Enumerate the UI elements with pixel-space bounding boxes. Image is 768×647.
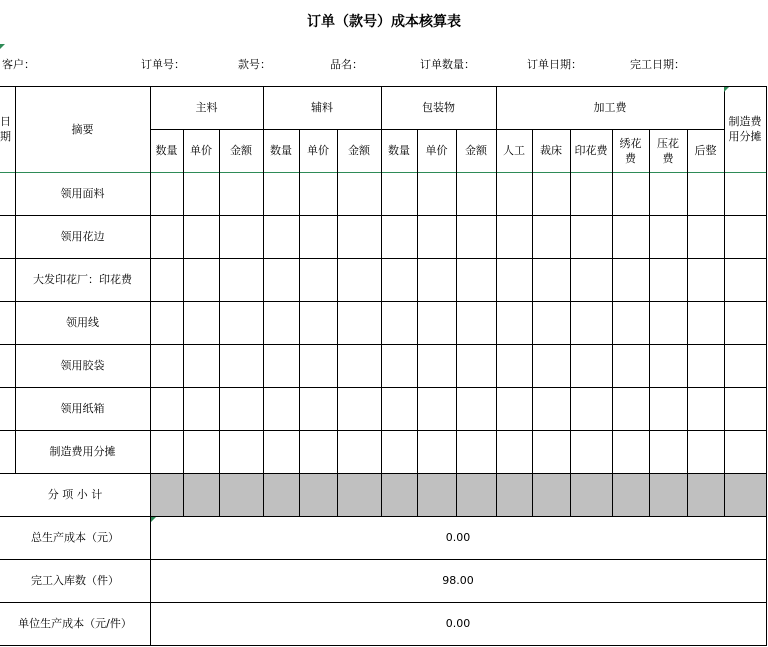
table-cell[interactable] [532,172,570,215]
table-cell[interactable] [687,344,724,387]
table-cell[interactable] [570,387,612,430]
table-cell[interactable] [263,172,299,215]
row-label: 领用面料 [60,187,105,200]
grid-line [417,129,418,517]
grid-line [0,215,767,216]
grid-line [612,129,613,517]
total-label: 总生产成本（元） [31,531,119,544]
table-cell[interactable] [496,258,532,301]
table-cell[interactable] [456,387,496,430]
comment-marker [0,44,5,49]
grid-line [0,559,767,560]
header-amount: 金额 [348,144,370,157]
table-cell[interactable] [219,387,263,430]
table-cell[interactable] [417,387,456,430]
grid-line [0,430,767,431]
table-cell[interactable] [570,215,612,258]
table-cell[interactable] [219,430,263,473]
table-cell[interactable] [456,301,496,344]
table-cell[interactable] [649,344,687,387]
total-value[interactable]: 0.00 [445,617,471,630]
table-cell[interactable] [299,258,337,301]
table-cell[interactable] [687,215,724,258]
table-cell[interactable] [417,172,456,215]
table-cell[interactable] [263,215,299,258]
header-overhead: 制造费 用分摊 [728,115,762,143]
table-cell[interactable] [219,172,263,215]
grid-line [456,129,457,517]
table-cell[interactable] [687,258,724,301]
table-cell[interactable] [612,430,649,473]
grid-line [649,129,650,517]
grid-line [0,301,767,302]
table-cell[interactable] [612,344,649,387]
grid-line [0,344,767,345]
table-cell[interactable] [532,258,570,301]
grid-line [496,86,497,517]
header-qty: 数量 [388,144,410,157]
grid-line [150,86,151,646]
table-cell[interactable] [649,172,687,215]
subtotal-shading [150,473,766,516]
table-cell[interactable] [649,387,687,430]
grid-line [299,129,300,517]
grid-line-highlight [0,172,767,173]
table-cell[interactable] [150,344,183,387]
table-cell[interactable] [299,387,337,430]
table-cell[interactable] [687,387,724,430]
table-cell[interactable] [381,172,417,215]
table-cell[interactable] [612,215,649,258]
table-cell[interactable] [496,215,532,258]
header-unit-price: 单价 [425,144,448,157]
table-cell[interactable] [496,344,532,387]
table-cell[interactable] [263,344,299,387]
table-cell[interactable] [532,301,570,344]
table-cell[interactable] [219,344,263,387]
table-cell[interactable] [263,301,299,344]
table-cell[interactable] [570,430,612,473]
header-labor: 人工 [503,144,525,157]
table-cell[interactable] [263,387,299,430]
table-cell[interactable] [649,430,687,473]
info-order-no: 订单号： [141,58,185,71]
table-cell[interactable] [263,430,299,473]
table-cell[interactable] [417,258,456,301]
row-label: 领用纸箱 [60,402,105,415]
total-label: 完工入库数（件） [31,574,119,587]
table-cell[interactable] [612,387,649,430]
row-label: 领用胶袋 [60,359,105,372]
table-cell[interactable] [612,172,649,215]
info-finish-date: 完工日期： [630,58,685,71]
grid-line [724,86,725,517]
table-cell[interactable] [150,172,183,215]
table-cell[interactable] [299,430,337,473]
table-cell[interactable] [183,172,219,215]
header-printing: 印花费 [574,144,608,157]
table-cell[interactable] [532,344,570,387]
row-label: 大发印花厂：印花费 [33,273,132,286]
table-cell[interactable] [570,301,612,344]
table-cell[interactable] [337,430,381,473]
total-label: 单位生产成本（元/件） [18,617,132,630]
table-cell[interactable] [570,258,612,301]
header-qty: 数量 [270,144,292,157]
header-embossing: 压花 费 [657,136,679,165]
table-cell[interactable] [724,258,766,301]
table-cell[interactable] [337,215,381,258]
grid-line [0,645,767,646]
table-cell[interactable] [687,172,724,215]
table-cell[interactable] [687,430,724,473]
row-label: 领用线 [66,316,99,329]
table-cell[interactable] [150,430,183,473]
table-cell[interactable] [496,387,532,430]
grid-line [219,129,220,517]
table-cell[interactable] [183,215,219,258]
header-embroidery: 绣花 费 [619,136,642,165]
table-cell[interactable] [219,301,263,344]
table-cell[interactable] [183,301,219,344]
info-order-qty: 订单数量： [420,58,475,71]
header-amount: 金额 [465,144,487,157]
table-cell[interactable] [417,344,456,387]
grid-line [337,129,338,517]
comment-marker [151,517,156,522]
table-cell[interactable] [724,430,766,473]
table-cell[interactable] [183,387,219,430]
table-cell[interactable] [456,215,496,258]
info-product-name: 品名： [330,58,363,71]
table-cell[interactable] [150,387,183,430]
comment-marker [724,87,729,92]
table-cell[interactable] [532,430,570,473]
table-cell[interactable] [496,430,532,473]
table-cell[interactable] [183,430,219,473]
info-customer: 客户： [2,58,35,71]
table-cell[interactable] [381,301,417,344]
grid-line [150,129,725,130]
grid-line [0,258,767,259]
grid-line [0,473,767,474]
table-cell[interactable] [724,172,766,215]
header-finishing: 后整 [694,144,717,157]
table-cell[interactable] [183,258,219,301]
table-cell[interactable] [381,387,417,430]
grid-line [183,129,184,517]
row-label: 领用花边 [60,230,105,243]
table-cell[interactable] [456,430,496,473]
table-cell[interactable] [724,387,766,430]
grid-line [570,129,571,517]
info-order-date: 订单日期： [527,58,582,71]
subtotal-label: 分 项 小 计 [47,488,103,501]
table-cell[interactable] [456,258,496,301]
total-value[interactable]: 0.00 [445,531,471,544]
table-cell[interactable] [456,172,496,215]
table-cell[interactable] [299,344,337,387]
table-cell[interactable] [299,172,337,215]
header-date: 日 期 [0,115,11,143]
table-cell[interactable] [417,430,456,473]
table-cell[interactable] [299,215,337,258]
table-cell[interactable] [687,301,724,344]
table-cell[interactable] [337,301,381,344]
header-main-material: 主料 [195,101,218,114]
table-cell[interactable] [570,172,612,215]
table-cell[interactable] [417,215,456,258]
row-label: 制造费用分摊 [49,445,116,458]
table-cell[interactable] [263,258,299,301]
header-cutting: 裁床 [540,144,562,157]
table-cell[interactable] [150,258,183,301]
grid-line [263,86,264,517]
table-cell[interactable] [724,344,766,387]
table-cell[interactable] [381,215,417,258]
header-summary: 摘要 [71,122,94,136]
table-cell[interactable] [381,344,417,387]
grid-line [0,387,767,388]
table-cell[interactable] [724,215,766,258]
grid-line [766,86,767,646]
table-cell[interactable] [381,430,417,473]
grid-line [0,602,767,603]
table-cell[interactable] [612,258,649,301]
table-cell[interactable] [337,387,381,430]
header-aux-material: 辅料 [311,101,333,114]
table-cell[interactable] [219,258,263,301]
header-packaging: 包装物 [422,101,455,114]
table-cell[interactable] [150,301,183,344]
header-amount: 金额 [230,144,252,157]
table-cell[interactable] [612,301,649,344]
header-qty: 数量 [155,144,178,157]
table-cell[interactable] [299,301,337,344]
grid-line [15,86,16,474]
grid-line [532,129,533,517]
table-cell[interactable] [417,301,456,344]
total-value[interactable]: 98.00 [442,574,474,587]
table-cell[interactable] [532,215,570,258]
header-unit-price: 单价 [190,144,212,157]
table-cell[interactable] [219,215,263,258]
grid-line [0,516,767,517]
table-cell[interactable] [649,301,687,344]
sheet-title: 订单（款号）成本核算表 [307,14,461,30]
table-cell[interactable] [649,258,687,301]
header-unit-price: 单价 [307,144,329,157]
table-cell[interactable] [337,172,381,215]
grid-line [0,86,767,87]
grid-line [687,129,688,517]
grid-line [381,86,382,517]
table-cell[interactable] [381,258,417,301]
table-cell[interactable] [456,344,496,387]
table-cell[interactable] [570,344,612,387]
table-cell[interactable] [532,387,570,430]
info-style-no: 款号： [238,58,271,71]
table-cell[interactable] [337,344,381,387]
table-cell[interactable] [337,258,381,301]
table-cell[interactable] [496,172,532,215]
header-processing: 加工费 [593,101,627,114]
table-cell[interactable] [183,344,219,387]
table-cell[interactable] [724,301,766,344]
table-cell[interactable] [649,215,687,258]
table-cell[interactable] [150,215,183,258]
table-cell[interactable] [496,301,532,344]
